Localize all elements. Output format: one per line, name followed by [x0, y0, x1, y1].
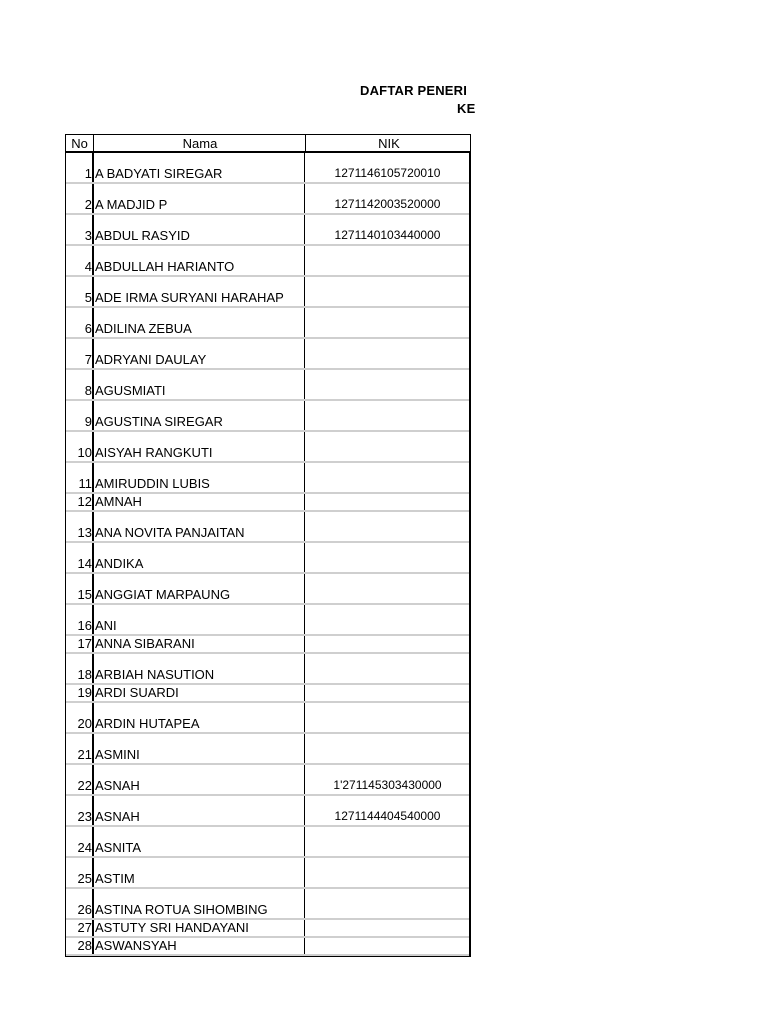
cell-no: 21 [77, 747, 92, 762]
cell-nama-text: ARDIN HUTAPEA [95, 716, 200, 731]
cell-nama-text: AGUSMIATI [95, 383, 166, 398]
cell-nama [92, 215, 304, 244]
header-no: No [71, 136, 88, 151]
table-row [66, 765, 469, 796]
cell-no: 17 [77, 636, 92, 651]
cell-nik-text: 1'271145303430000 [333, 778, 442, 792]
table-row [66, 512, 469, 543]
cell-nama [92, 636, 304, 652]
cell-nik [304, 605, 470, 634]
cell-nama-text: ANNA SIBARANI [95, 636, 195, 651]
cell-nik [304, 685, 470, 701]
cell-no: 15 [77, 587, 92, 602]
cell-nama-text: ANA NOVITA PANJAITAN [95, 525, 245, 540]
cell-nama [92, 432, 304, 461]
cell-no: 23 [77, 809, 92, 824]
cell-nama [92, 277, 304, 306]
table-row [66, 543, 469, 574]
cell-nama [92, 938, 304, 954]
cell-nik [304, 765, 470, 794]
cell-nama-text: ARBIAH NASUTION [95, 667, 215, 682]
cell-nama-text: ASTINA ROTUA SIHOMBING [95, 902, 268, 917]
cell-nama [92, 654, 304, 683]
cell-no: 16 [77, 618, 92, 633]
cell-nama [92, 703, 304, 732]
cell-nik [304, 153, 470, 182]
cell-nama [92, 685, 304, 701]
cell-nik [304, 512, 470, 541]
table-header [65, 134, 471, 153]
recipient-table [65, 134, 471, 957]
cell-nik [304, 277, 470, 306]
cell-nama [92, 858, 304, 887]
cell-no: 2 [84, 197, 92, 212]
table-row [66, 401, 469, 432]
cell-nama [92, 827, 304, 856]
cell-nama [92, 339, 304, 368]
cell-nik-text: 1271146105720010 [334, 166, 441, 180]
cell-nik [304, 184, 470, 213]
cell-nama-text: ABDUL RASYID [95, 228, 190, 243]
cell-no: 18 [77, 667, 92, 682]
cell-nik [304, 938, 470, 954]
table-row [66, 432, 469, 463]
cell-nik [304, 920, 470, 936]
table-row [66, 734, 469, 765]
table-row [66, 215, 469, 246]
cell-nama [92, 246, 304, 275]
table-row [66, 605, 469, 636]
cell-nama-text: AISYAH RANGKUTI [95, 445, 213, 460]
cell-nik [304, 796, 470, 825]
table-row [66, 574, 469, 605]
cell-no: 3 [84, 228, 92, 243]
cell-nama-text: ANI [95, 618, 117, 633]
cell-nama [92, 463, 304, 492]
table-row [66, 370, 469, 401]
cell-nik [304, 734, 470, 763]
cell-nama-text: ASMINI [95, 747, 140, 762]
cell-nik [304, 401, 470, 430]
cell-nama-text: ASTIM [95, 871, 135, 886]
cell-nama [92, 734, 304, 763]
cell-nama [92, 796, 304, 825]
cell-nama-text: ADRYANI DAULAY [95, 352, 207, 367]
cell-nik [304, 858, 470, 887]
cell-nik [304, 636, 470, 652]
table-row [66, 308, 469, 339]
cell-no: 28 [77, 938, 92, 953]
cell-nama-text: A MADJID P [95, 197, 168, 212]
cell-no: 22 [77, 778, 92, 793]
document-title: DAFTAR PENERI [360, 83, 468, 98]
cell-no: 25 [77, 871, 92, 886]
cell-nik [304, 370, 470, 399]
cell-nama-text: A BADYATI SIREGAR [95, 166, 223, 181]
cell-no: 13 [77, 525, 92, 540]
cell-nama [92, 543, 304, 572]
cell-no: 5 [84, 290, 92, 305]
table-row [66, 796, 469, 827]
cell-nik [304, 889, 470, 918]
cell-nama [92, 184, 304, 213]
cell-nama-text: ASWANSYAH [95, 938, 177, 953]
cell-no: 4 [84, 259, 92, 274]
cell-no: 6 [84, 321, 92, 336]
cell-nama [92, 889, 304, 918]
cell-nama [92, 605, 304, 634]
cell-nama-text: ANGGIAT MARPAUNG [95, 587, 231, 602]
cell-nama-text: ADE IRMA SURYANI HARAHAP [95, 290, 284, 305]
cell-nama [92, 494, 304, 510]
table-row [66, 277, 469, 308]
cell-no: 7 [84, 352, 92, 367]
cell-nama-text: ASTUTY SRI HANDAYANI [95, 920, 249, 935]
cell-nik [304, 215, 470, 244]
cell-nik-text: 1271140103440000 [334, 228, 441, 242]
table-row [66, 858, 469, 889]
cell-no: 27 [77, 920, 92, 935]
cell-no: 1 [84, 166, 92, 181]
cell-nama-text: ANDIKA [95, 556, 144, 571]
header-nik: NIK [305, 135, 472, 151]
table-row [66, 184, 469, 215]
cell-nama [92, 920, 304, 936]
cell-nama [92, 574, 304, 603]
table-row [66, 153, 469, 184]
cell-nama [92, 512, 304, 541]
cell-nama-text: ASNITA [95, 840, 141, 855]
table-row [66, 703, 469, 734]
table-row [66, 246, 469, 277]
cell-nama-text: ABDULLAH HARIANTO [95, 259, 235, 274]
table-row [66, 463, 469, 494]
cell-nik [304, 246, 470, 275]
table-row [66, 339, 469, 370]
cell-nik [304, 574, 470, 603]
cell-nama-text: AMIRUDDIN LUBIS [95, 476, 210, 491]
cell-nama-text: ARDI SUARDI [95, 685, 179, 700]
cell-no: 12 [77, 494, 92, 509]
cell-no: 20 [77, 716, 92, 731]
cell-nik [304, 308, 470, 337]
table-row [66, 685, 469, 703]
cell-nik-text: 1271142003520000 [334, 197, 441, 211]
cell-nama [92, 401, 304, 430]
cell-nik [304, 703, 470, 732]
cell-no: 14 [77, 556, 92, 571]
cell-nama-text: ASNAH [95, 778, 140, 793]
cell-nama [92, 765, 304, 794]
cell-no: 10 [77, 445, 92, 460]
table-row [66, 654, 469, 685]
cell-nama-text: AMNAH [95, 494, 142, 509]
cell-nik [304, 339, 470, 368]
cell-nama-text: ADILINA ZEBUA [95, 321, 192, 336]
table-row [66, 938, 469, 956]
cell-nik [304, 463, 470, 492]
table-row [66, 920, 469, 938]
cell-nama [92, 153, 304, 182]
document-subtitle: KE [457, 101, 476, 116]
cell-nik [304, 432, 470, 461]
cell-nik [304, 494, 470, 510]
cell-no: 24 [77, 840, 92, 855]
cell-nik-text: 1271144404540000 [334, 809, 441, 823]
cell-nama [92, 308, 304, 337]
cell-nik [304, 543, 470, 572]
table-row [66, 636, 469, 654]
header-nama: Nama [93, 135, 306, 151]
cell-no: 9 [84, 414, 92, 429]
cell-no: 8 [84, 383, 92, 398]
table-row [66, 827, 469, 858]
cell-nik [304, 827, 470, 856]
cell-no: 26 [77, 902, 92, 917]
table-row [66, 889, 469, 920]
table-row [66, 494, 469, 512]
cell-no: 19 [77, 685, 92, 700]
cell-nama-text: ASNAH [95, 809, 140, 824]
table-body [65, 153, 471, 957]
cell-no: 11 [78, 476, 92, 491]
cell-nama-text: AGUSTINA SIREGAR [95, 414, 223, 429]
cell-nik [304, 654, 470, 683]
cell-nama [92, 370, 304, 399]
